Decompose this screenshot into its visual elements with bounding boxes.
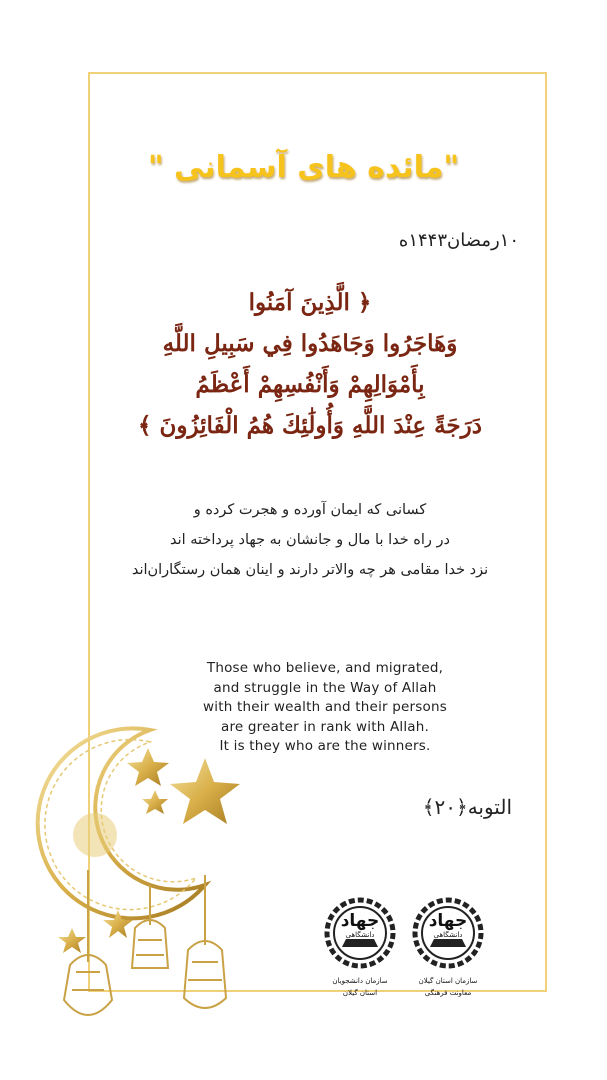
english-line: It is they who are the winners. — [219, 738, 431, 754]
logo-caption-line: سازمان استان گیلان — [418, 977, 478, 985]
logo-caption-line: سازمان دانشجویان — [332, 977, 388, 985]
date-label: ۱۰رمضان۱۴۴۳ه — [398, 230, 519, 251]
surah-reference: التوبه﴿۲۰﴾ — [422, 795, 512, 819]
ramadan-decoration — [0, 700, 300, 1080]
quran-verse-arabic — [130, 282, 490, 446]
english-line: and struggle in the Way of Allah — [213, 679, 437, 696]
crescent-moon-icon — [38, 728, 205, 918]
persian-line: در راه خدا با مال و جانشان به جهاد پرداخته اند — [169, 532, 451, 548]
persian-line: کسانی که ایمان آورده و هجرت کرده و — [193, 502, 427, 518]
verse-line: دَرَجَةً عِنْدَ اللَّهِ وَأُولَٰئِكَ هُمُ الْفَائِزُونَ ﴾ — [137, 412, 482, 439]
lantern-icon — [132, 885, 168, 968]
logo-caption-line: معاونت فرهنگی — [424, 989, 472, 997]
logo-subtitle: دانشگاهی — [345, 931, 375, 939]
star-icon — [142, 790, 168, 814]
jahad-logo-culture — [410, 895, 486, 997]
persian-line: نزد خدا مقامی هر چه والاتر دارند و اینان همان رستگاران‌اند — [131, 562, 489, 578]
logo-title: جهاد — [428, 911, 468, 931]
persian-translation — [110, 495, 510, 585]
english-line: Those who believe, and migrated, — [206, 660, 444, 676]
page-title: " مائده های آسمانی" — [147, 150, 460, 185]
star-icon — [170, 758, 240, 824]
star-icon — [58, 928, 86, 953]
jahad-logo-students — [322, 895, 398, 997]
lantern-icon — [184, 875, 226, 1008]
logo-caption-line: استان گیلان — [342, 989, 378, 997]
verse-line: بِأَمْوَالِهِمْ وَأَنْفُسِهِمْ أَعْظَمُ — [195, 371, 425, 398]
logo-subtitle: دانشگاهی — [433, 931, 463, 939]
logo-title: جهاد — [340, 911, 380, 931]
english-line: with their wealth and their persons — [203, 699, 447, 715]
verse-line: وَهَاجَرُوا وَجَاهَدُوا فِي سَبِيلِ اللَّهِ — [162, 330, 458, 357]
verse-line: ﴿ الَّذِينَ آمَنُوا — [248, 289, 372, 316]
star-icon — [127, 748, 169, 786]
english-line: are greater in rank with Allah. — [220, 718, 430, 735]
